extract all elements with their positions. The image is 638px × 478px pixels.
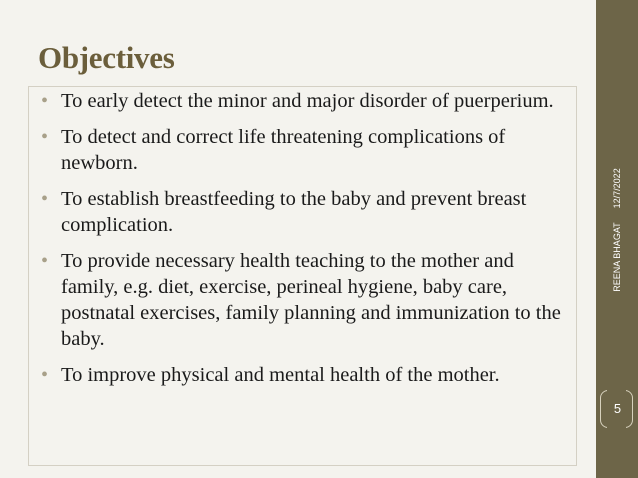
bullet-text: To early detect the minor and major disorder of puerperium. — [61, 90, 554, 112]
bullet-icon: • — [41, 250, 49, 272]
page-number: 5 — [613, 401, 622, 416]
slide-title: Objectives — [38, 40, 175, 75]
list-item — [38, 362, 573, 388]
bullet-icon: • — [41, 126, 49, 148]
bullet-text: To provide necessary health teaching to the mother and family, e.g. diet, exercise, perineal hygiene, baby care, postnatal exercises, family planning and immunization to the baby. — [61, 250, 561, 350]
footer-date: 12/7/2022 — [612, 168, 622, 209]
page-number-bracket — [600, 390, 633, 428]
footer-author: REENA BHAGAT — [612, 222, 622, 292]
list-item — [38, 248, 573, 352]
bullet-icon: • — [41, 188, 49, 210]
bullet-text: To detect and correct life threatening complications of newborn. — [61, 126, 506, 174]
bullet-text: To establish breastfeeding to the baby and prevent breast complication. — [61, 188, 527, 236]
bullet-icon: • — [41, 364, 49, 386]
bullet-icon: • — [41, 90, 49, 112]
bullet-list — [38, 88, 573, 398]
footer-vertical-text — [612, 168, 622, 291]
list-item — [38, 124, 573, 176]
list-item — [38, 88, 573, 114]
bullet-text: To improve physical and mental health of the mother. — [61, 364, 500, 386]
list-item — [38, 186, 573, 238]
